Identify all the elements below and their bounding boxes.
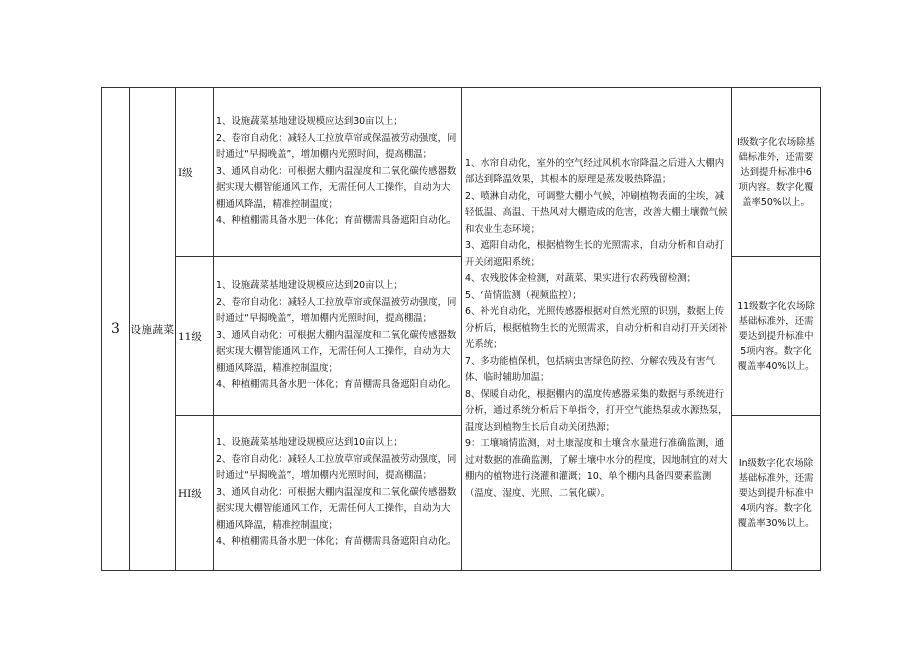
- upgrade-item: 2、喷淋自动化，可调整大棚小气候，冲刷植物表面的尘埃，减轻低温、高温、干热风对大棚造成的危害，改善大棚土壤微气候和农业生态环境；: [465, 190, 728, 235]
- upgrade-item: 4、农残胶体金检测，对蔬菜、果实进行农药残留检测；: [465, 273, 696, 285]
- level-label: HI级: [178, 487, 202, 500]
- level-cell: [176, 88, 214, 257]
- upgrade-item: 6、补光自动化，光照传感器根据对自然光照的识别，数据上传分析后，根据植物生长的光照需求，自动分析和自动打开关闭补光系统；: [465, 306, 728, 351]
- requirement-item: 1、设施蔬菜基地建设规模应达到10亩以上；: [216, 437, 403, 449]
- table-container: [101, 87, 820, 570]
- upgrade-item: 5、‘苗情监测（视频监控）；: [465, 289, 582, 301]
- upgrade-item: 1、水帘自动化，室外的空气经过风机水帘降温之后进入大棚内部达到降温效果，其根本的原理是蒸发吸热降温；: [465, 157, 725, 186]
- level-cell: [176, 416, 214, 571]
- upgrade-items-cell: [462, 88, 732, 571]
- upgrade-item: 8、保暖自动化，根据棚内的温度传感器采集的数据与系统进行分析，通过系统分析后下单指令，打开空气能热泵或水源热泵，温度达到植物生长后自动关闭热源；: [465, 388, 728, 433]
- upgrade-item: 7、多功能植保机，包括病虫害绿色防控、分解农残及有害气体、临时辅助加温；: [465, 355, 715, 384]
- row-number: 3: [111, 321, 120, 337]
- standard-text: I级数字化农场除基础标准外，还需要达到提升标准中6项内容。数字化覆盖率50%以上。: [737, 136, 815, 208]
- requirement-item: 2、卷帘自动化：减轻人工拉放草帘或保温被劳动强度，同时通过“早揭晚盖”，增加棚内光照时间，提高棚温；: [216, 453, 457, 482]
- upgrade-item: 9：工壤墒情监测，对土康湿度和土壤含水量进行准确监测，通过对数据的准确监测，了解土壤中水分的程度，因地制宜的对大棚内的植物进行浇灌和灌溉；10、单个棚内具备四要素监测（温度、湿度、光照、二氧化碳）。: [465, 438, 728, 499]
- requirement-item: 2、卷帘自动化：减轻人工拉放草帘或保温被劳动强度，同时通过“早揭晚盖”，增加棚内光照时间，提高棚温；: [216, 296, 457, 325]
- level-cell: [176, 257, 214, 416]
- requirement-item: 3、通风自动化：可根据大棚内温湿度和二氧化碳传感器数据实现大棚智能通风工作，无需任何人工操作，自动为大棚通风降温，精准控制温度；: [216, 329, 457, 374]
- requirement-item: 4、种植棚需具备水肥一体化；育苗棚需具备遮阳自动化。: [216, 215, 457, 227]
- requirement-item: 3、通风自动化：可根据大棚内温湿度和二氧化碳传感器数据实现大棚智能通风工作，无需任何人工操作，自动为大棚通风降温，精准控制温度；: [216, 165, 457, 210]
- category-cell: [130, 88, 176, 571]
- standard-cell: [732, 88, 821, 257]
- level-label: I级: [178, 166, 193, 179]
- row-number-cell: [102, 88, 130, 571]
- requirement-item: 2、卷帘自动化：减轻人工拉放草帘或保温被劳动强度，同时通过“早揭晚盖”，增加棚内光照时间，提高棚温；: [216, 132, 457, 161]
- upgrade-item: 3、遮阳自动化，根据植物生长的光照需求，自动分析和自动打开关闭遮阳系统；: [465, 240, 725, 268]
- table-row-level-1: [102, 88, 821, 257]
- standard-cell: [732, 416, 821, 571]
- requirement-item: 1、设施蔬菜基地建设规模应达到30亩以上；: [216, 116, 403, 128]
- standard-cell: [732, 257, 821, 416]
- requirement-item: 3、通风自动化：可根据大棚内温湿度和二氧化碳传感器数据实现大棚智能通风工作，无需任何人工操作，自动为大棚通风降温，精准控制温度；: [216, 486, 457, 531]
- requirements-cell: [214, 88, 462, 257]
- level-label: 11级: [178, 330, 202, 343]
- requirements-cell: [214, 257, 462, 416]
- standard-text: In级数字化农场除基础标准外，还需要达到提升标准中4项内容。数字化覆盖率30%以上。: [737, 457, 815, 529]
- standard-text: 11级数字化农场除基础标准外，还需要达到提升标准中5项内容。数字化覆盖率40%以上。: [737, 300, 815, 372]
- category-label: 设施蔬菜: [130, 323, 175, 336]
- requirement-item: 1、设施蔬菜基地建设规模应达到20亩以上；: [216, 280, 403, 292]
- requirement-item: 4、种植棚需具备水肥一体化；育苗棚需具备遮阳自动化。: [216, 379, 457, 391]
- requirements-cell: [214, 416, 462, 571]
- requirement-item: 4、种植棚需具备水肥一体化；育苗棚需具备遮阳自动化。: [216, 536, 457, 548]
- standards-table: [101, 87, 821, 571]
